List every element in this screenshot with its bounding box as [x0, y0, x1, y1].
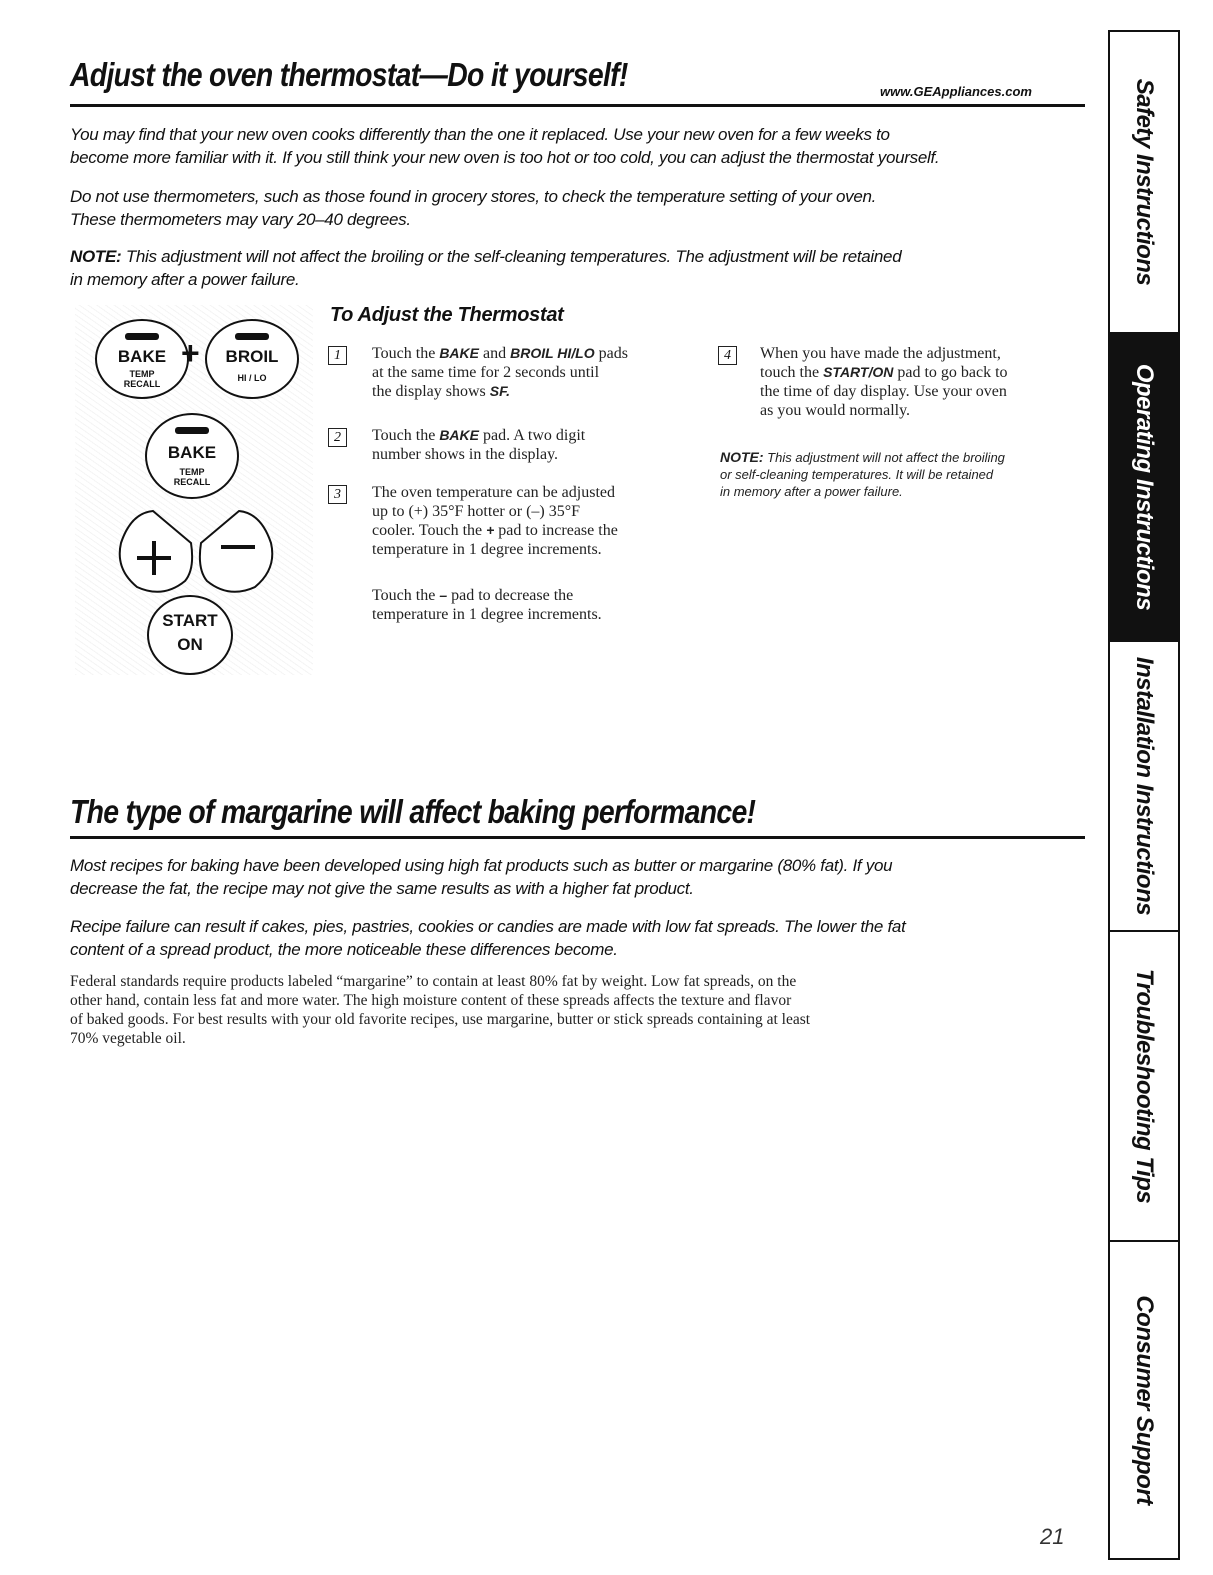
margarine-paragraph-2: Recipe failure can result if cakes, pies, pastries, cookies or candies are made with low fat spreads. The lower the fat content of a spread product, the more noticeable these differences become.: [70, 917, 906, 959]
step-2-text: Touch the BAKE pad. A two digit number shows in the display.: [372, 427, 586, 463]
margarine-paragraph-1: Most recipes for baking have been developed using high fat products such as butter or margarine (80% fat). If you decrease the fat, the recipe may not give the same results as with a higher fat product.: [70, 856, 893, 898]
section-title-margarine: The type of margarine will affect baking performance!: [70, 793, 756, 830]
title-rule-2: [70, 836, 1085, 839]
plus-minus-keys: [111, 503, 281, 595]
page-number: 21: [1040, 1524, 1065, 1549]
step-3b-text: Touch the – pad to decrease the temperature in 1 degree increments.: [372, 587, 602, 623]
bake-key-illustration: BAKE TEMP RECALL: [95, 319, 189, 399]
step-4-text: When you have made the adjustment, touch the START/ON pad to go back to the time of day display. Use your oven as you would normally.: [760, 345, 1008, 419]
tab-operating-instructions[interactable]: Operating Instructions: [1110, 332, 1178, 642]
broil-key-illustration: BROIL HI / LO: [205, 319, 299, 399]
tab-troubleshooting-tips[interactable]: Troubleshooting Tips: [1110, 932, 1178, 1242]
note-paragraph: NOTE: This adjustment will not affect the broiling or the self-cleaning temperatures. The adjustment will be retained in memory after a power failure.: [70, 247, 902, 289]
title-rule: [70, 104, 1085, 107]
step-1-text: Touch the BAKE and BROIL HI/LO pads at the same time for 2 seconds until the display shows SF.: [372, 345, 628, 400]
section-tabs: [1108, 30, 1180, 1560]
margarine-paragraph-3: Federal standards require products labeled “margarine” to contain at least 80% fat by weight. Low fat spreads, on the other hand, contain less fat and more water. The high moisture content of these spreads affects the texture and flavor of baked goods. For best results with your old favorite recipes, use margarine, butter or stick spreads containing at least 70% vegetable oil.: [70, 973, 811, 1047]
website-url[interactable]: www.GEAppliances.com: [880, 84, 1032, 99]
intro-paragraph-1: You may find that your new oven cooks differently than the one it replaced. Use your new oven for a few weeks to become more familiar with it. If you still think your new oven is too hot or too cold, you can adjust the thermostat yourself.: [70, 125, 940, 167]
note-small: NOTE: This adjustment will not affect the broiling or self-cleaning temperatures. It will be retained in memory after a power failure.: [720, 449, 1005, 499]
plus-sign: +: [181, 335, 200, 371]
step-3-text: The oven temperature can be adjusted up to (+) 35°F hotter or (–) 35°F cooler. Touch the + pad to increase the temperature in 1 degree increments.: [372, 484, 618, 558]
step-1-number: 1: [328, 346, 347, 365]
intro-paragraph-2: Do not use thermometers, such as those found in grocery stores, to check the temperature setting of your oven. These thermometers may vary 20–40 degrees.: [70, 187, 877, 229]
keypad-illustration: [75, 305, 313, 675]
tab-safety-instructions[interactable]: Safety Instructions: [1131, 78, 1158, 286]
step-2-number: 2: [328, 428, 347, 447]
tab-consumer-support[interactable]: Consumer Support: [1131, 1295, 1158, 1505]
tab-installation-instructions[interactable]: Installation Instructions: [1110, 642, 1178, 932]
bake-key-illustration-2: BAKE TEMP RECALL: [145, 413, 239, 499]
note-label: NOTE:: [70, 247, 122, 266]
subheading-adjust-thermostat: To Adjust the Thermostat: [330, 304, 564, 326]
step-3-number: 3: [328, 485, 347, 504]
section-title-thermostat: Adjust the oven thermostat—Do it yourself!: [70, 56, 628, 93]
step-4-number: 4: [718, 346, 737, 365]
start-key-illustration: START ON: [147, 595, 233, 675]
